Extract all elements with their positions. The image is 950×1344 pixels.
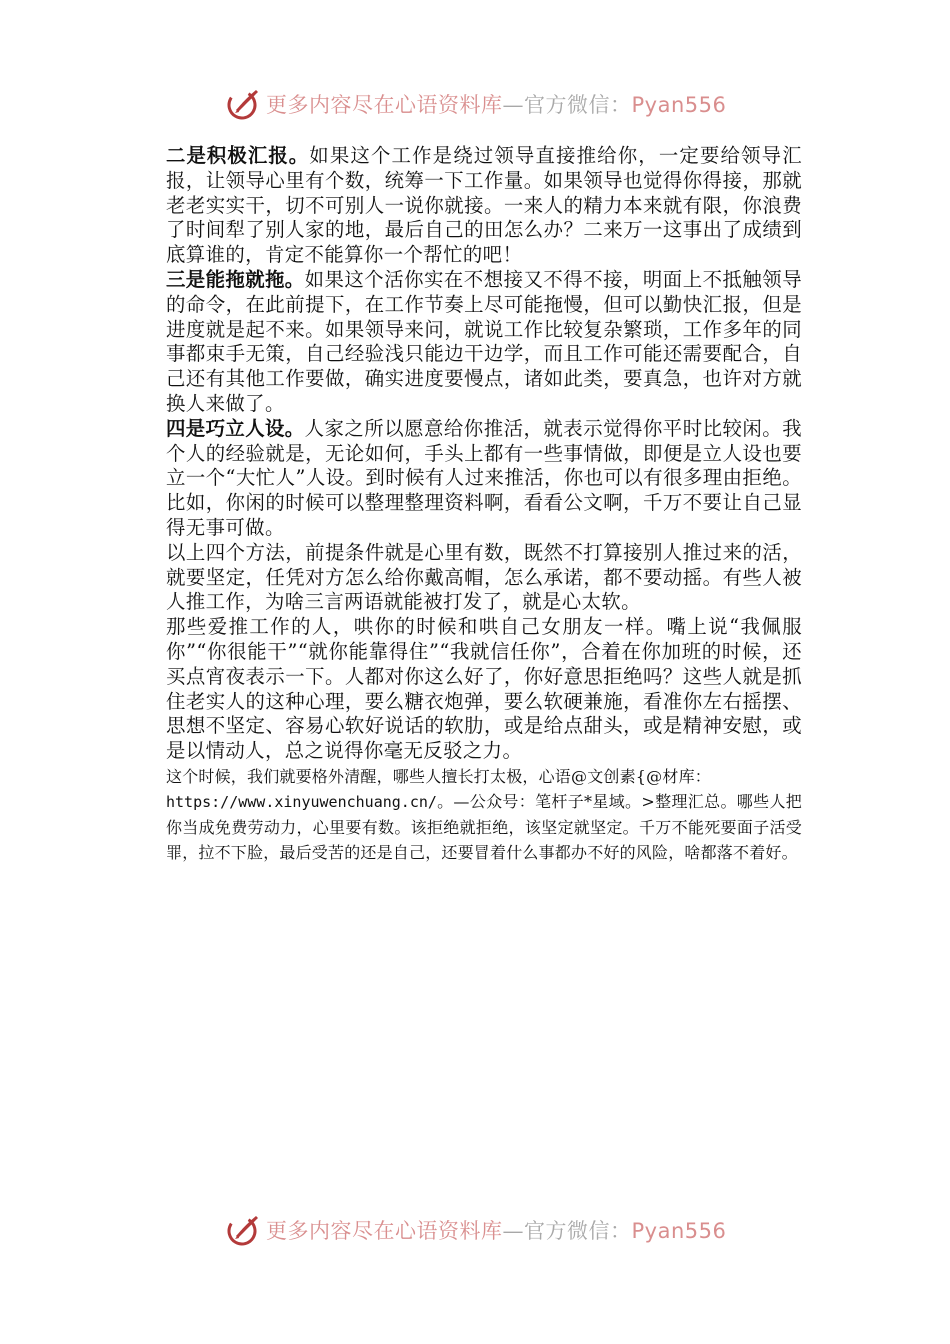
paragraph-4: 以上四个方法，前提条件就是心里有数，既然不打算接别人推过来的活，就要坚定，任凭对方怎么给你戴高帽，怎么承诺，都不要动摇。有些人被人推工作，为啥三言两语就能被打发了，就是心太软。 [166,540,802,614]
header-banner-text [266,89,726,119]
paragraph-1-text: 如果这个工作是绕过领导直接推给你，一定要给领导汇报，让领导心里有个数，统筹一下工作量。如果领导也觉得你得接，那就老老实实干，切不可别人一说你就接。一来人的精力本来就有限，你浪费了时间犁了别人家的地，最后自己的田怎么办？二来万一这事出了成绩到底算谁的，肯定不能算你一个帮忙的吧！ [166,144,802,267]
paragraph-3-text: 人家之所以愿意给你推活，就表示觉得你平时比较闲。我个人的经验就是，无论如何，手头上都有一些事情做，即便是立人设也要立一个“大忙人”人设。到时候有人过来推活，你也可以有很多理由拒绝。比如，你闲的时候可以整理整理资料啊，看看公文啊，千万不要让自己显得无事可做。 [166,416,802,539]
footer-banner [0,1210,950,1250]
paragraph-6-after: 。—公众号：笔杆子*星域。>整理汇总。哪些人把你当成免费劳动力，心里要有数。该拒绝就拒绝，该坚定就坚定。千万不能死要面子活受罪，拉不下脸，最后受苦的还是自己，还要冒着什么事都办不好的风险，啥都落不着好。 [166,791,802,862]
footer-official-text: 官方微信： [524,1219,632,1243]
paragraph-6 [166,764,802,865]
paragraph-2-heading: 三是能拖就拖。 [166,267,305,291]
source-url-link[interactable]: https://www.xinyuwenchuang.cn/ [166,792,437,811]
header-wechat-id: Pyan556 [631,93,727,117]
paragraph-6-before: 这个时候，我们就要格外清醒，哪些人擅长打太极，心语@文创素{@材库： [166,766,711,786]
header-dash: — [502,93,524,117]
document-body [166,144,802,865]
paragraph-2-text: 如果这个活你实在不想接又不得不接，明面上不抵触领导的命令，在此前提下，在工作节奏上尽可能拖慢，但可以勤快汇报，但是进度就是起不来。如果领导来问，就说工作比较复杂繁琐，工作多年的同事都束手无策，自己经验浅只能边干边学，而且工作可能还需要配合，自己还有其他工作要做，确实进度要慢点，诸如此类，要真急，也许对方就换人来做了。 [166,267,802,415]
header-official-text: 官方微信： [524,93,632,117]
footer-site-text: 更多内容尽在心语资料库 [266,1219,503,1243]
paragraph-2 [166,268,802,417]
footer-dash: — [502,1219,524,1243]
footer-banner-text [266,1215,726,1245]
header-banner [0,84,950,124]
pen-circle-logo-icon [226,86,262,122]
header-banner-inner [226,84,726,124]
footer-banner-inner [226,1210,726,1250]
paragraph-1 [166,144,802,268]
paragraph-3 [166,417,802,541]
paragraph-5: 那些爱推工作的人，哄你的时候和哄自己女朋友一样。嘴上说“我佩服你”“你很能干”“就你能靠得住”“我就信任你”，合着在你加班的时候，还买点宵夜表示一下。人都对你这么好了，你好意思拒绝吗？这些人就是抓住老实人的这种心理，要么糖衣炮弹，要么软硬兼施，看准你左右摇摆、思想不坚定、容易心软好说话的软肋，或是给点甜头，或是精神安慰，或是以情动人，总之说得你毫无反驳之力。 [166,615,802,763]
pen-circle-logo-icon [226,1212,262,1248]
paragraph-3-heading: 四是巧立人设。 [166,416,305,440]
footer-wechat-id: Pyan556 [631,1219,727,1243]
paragraph-1-heading: 二是积极汇报。 [166,144,310,167]
header-site-text: 更多内容尽在心语资料库 [266,93,503,117]
